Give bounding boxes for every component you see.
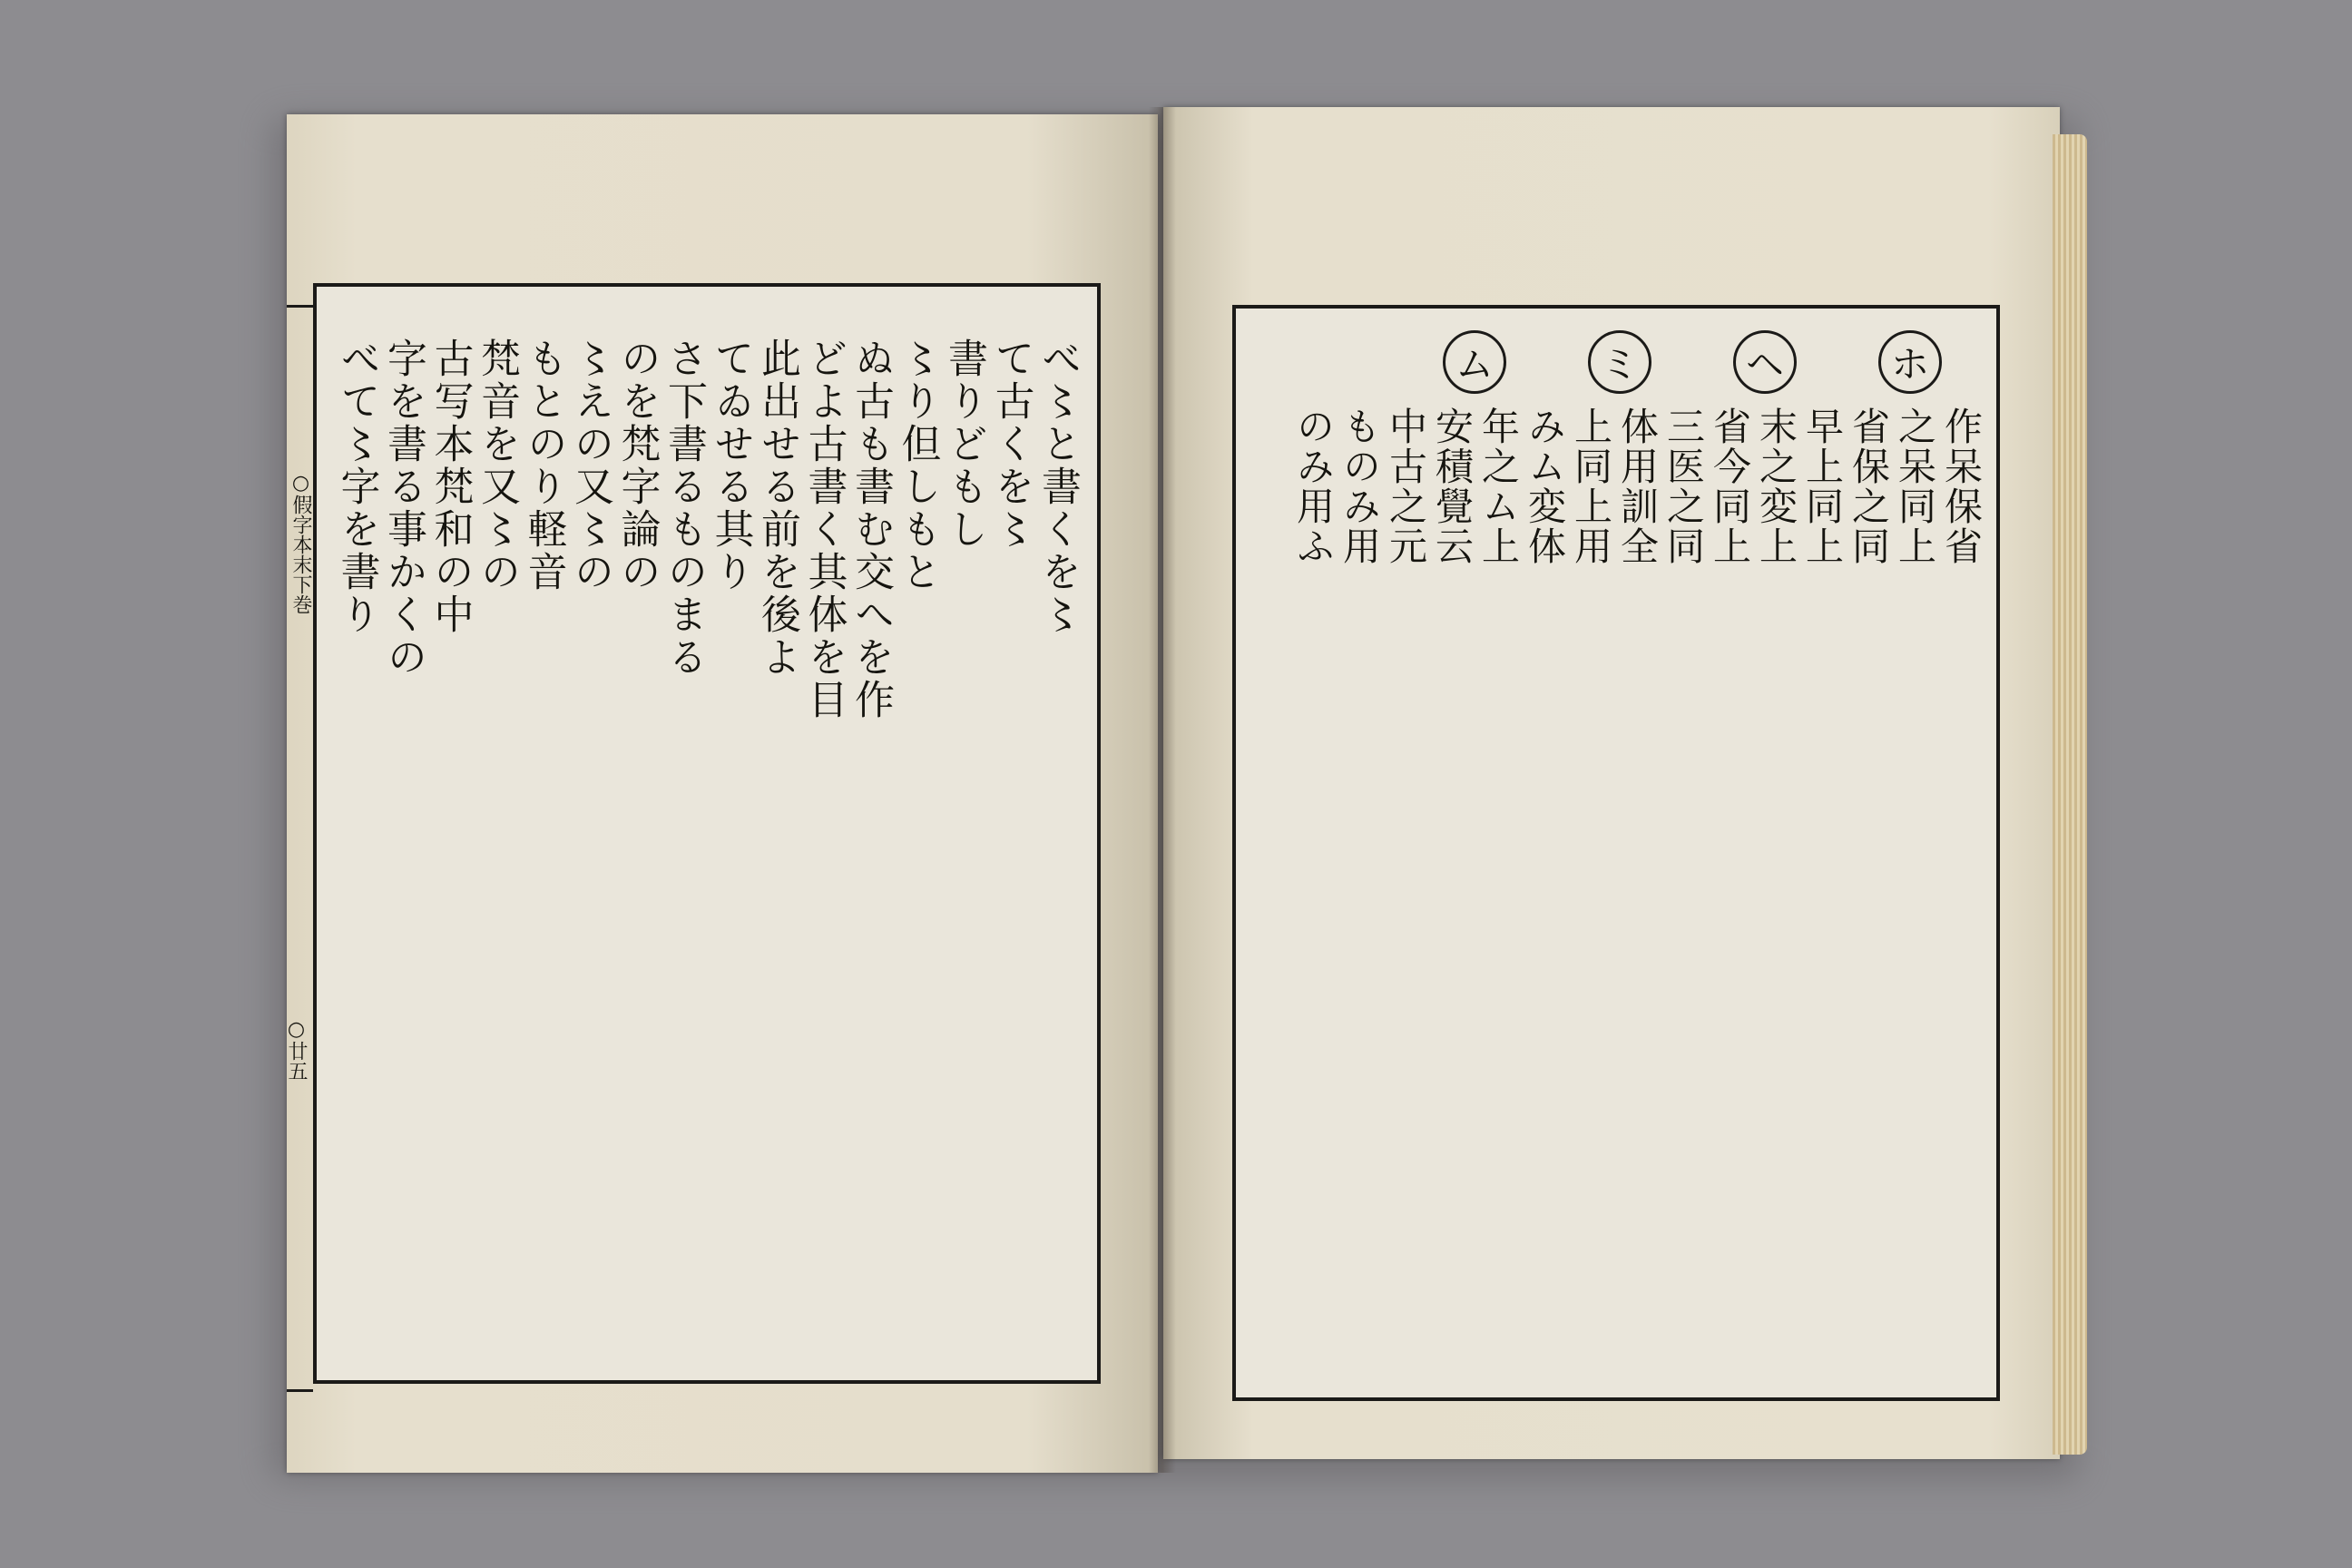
kana-heading: ム	[1443, 330, 1506, 394]
text-column: 〻えの又〻の	[567, 338, 613, 593]
text-column: 省今同上	[1708, 407, 1752, 566]
left-margin-band	[287, 305, 313, 1392]
book-gutter	[1149, 107, 1176, 1473]
text-column: 書りどもし	[941, 338, 987, 551]
text-column: さ下書るものまる	[661, 338, 707, 679]
text-column: ぬ古も書む交へを作	[848, 338, 894, 721]
text-column: 安積覺云	[1430, 407, 1475, 566]
text-column: てゐせる其り	[707, 338, 754, 593]
text-column: 上同上用	[1569, 407, 1613, 566]
text-column: て古くを〻	[987, 338, 1034, 551]
text-column: みム変体	[1523, 407, 1567, 566]
right-text-frame	[1232, 305, 2000, 1401]
left-text-frame	[313, 283, 1101, 1384]
kana-heading: ミ	[1588, 330, 1651, 394]
left-text-columns	[333, 338, 1081, 1371]
text-column: 末之変上	[1754, 407, 1798, 566]
text-column: どよ古書く其体を目	[800, 338, 848, 721]
text-column: のみ用ふ	[1291, 407, 1336, 566]
text-column: 〻り但しもと	[894, 338, 941, 593]
text-column: 字を書る事かくの	[380, 338, 426, 679]
text-column: 年之ム上	[1476, 407, 1521, 566]
text-column: ものみ用	[1338, 407, 1382, 566]
text-column: 体用訓全	[1615, 407, 1660, 566]
text-column: 作呆保省	[1939, 407, 1984, 566]
page-number: ○廿五	[285, 1018, 308, 1081]
running-title: ○假字本末下巻	[289, 472, 312, 614]
text-column: べて〻字を書り	[333, 338, 380, 636]
text-column: 梵音を又〻の	[474, 338, 520, 593]
right-text-columns	[1249, 407, 1984, 1388]
text-column: 中古之元	[1384, 407, 1428, 566]
text-column: 之呆同上	[1893, 407, 1937, 566]
page-edges	[2053, 134, 2087, 1455]
text-column: 早上同上	[1800, 407, 1845, 566]
text-column: 此出せる前を後よ	[754, 338, 800, 679]
kana-heading: ホ	[1878, 330, 1942, 394]
text-column: 三医之同	[1661, 407, 1706, 566]
text-column: べ〻と書くを〻	[1034, 338, 1081, 636]
text-column: 省保之同	[1847, 407, 1891, 566]
kana-heading: ヘ	[1733, 330, 1797, 394]
text-column: もとのり軽音	[520, 338, 567, 593]
text-column: のを梵字論の	[613, 338, 661, 593]
text-column: 古写本梵和の中	[426, 338, 474, 636]
kana-heading-row	[1236, 330, 1996, 394]
